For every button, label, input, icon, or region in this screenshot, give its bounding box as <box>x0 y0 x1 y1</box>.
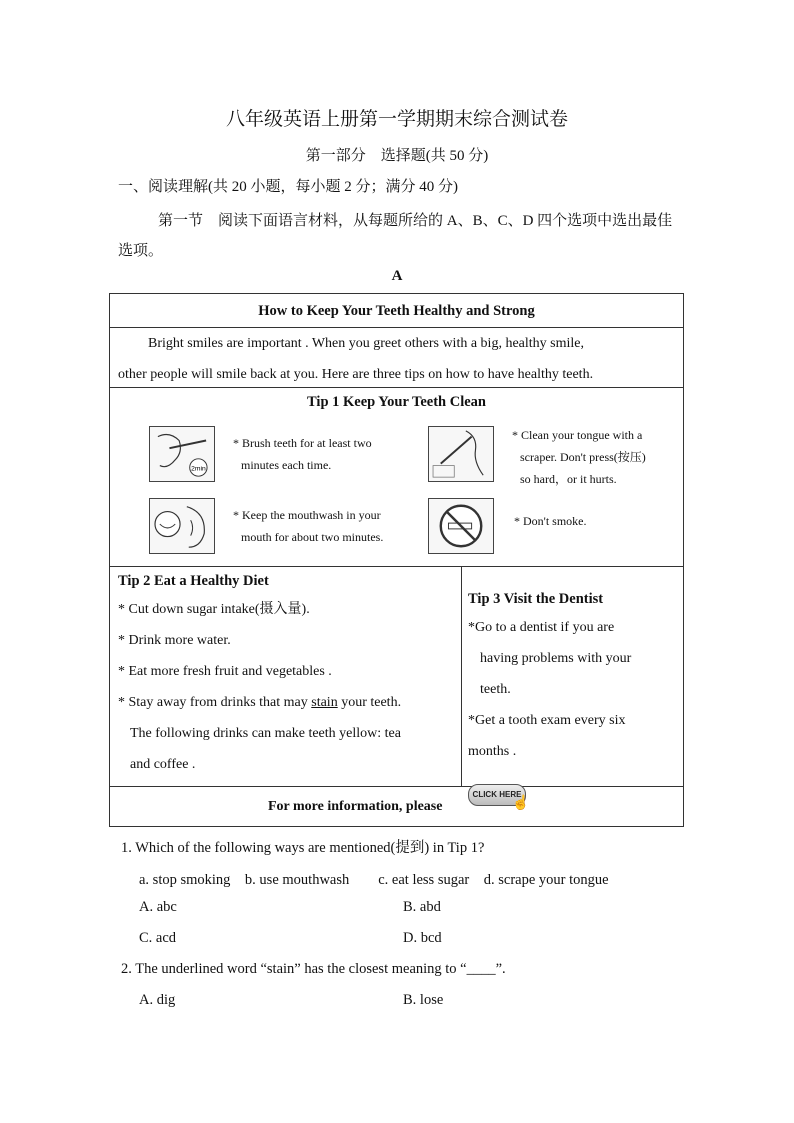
underlined-word-stain: stain <box>311 695 338 710</box>
tip2-line-text: your teeth. <box>337 695 402 710</box>
intro-line-1: Bright smiles are important . When you greet others with a big, healthy smile, <box>148 336 584 351</box>
tip1-item-brush <box>233 432 372 476</box>
tip1-item-mouthwash-line2: mouth for about two minutes. <box>241 530 384 544</box>
tip1-item-smoke: * Don't smoke. <box>514 514 587 528</box>
section-heading: 一、阅读理解(共 20 小题，每小题 2 分；满分 40 分) <box>118 179 458 195</box>
tip2-section <box>110 567 462 786</box>
page-title: 八年级英语上册第一学期期末综合测试卷 <box>225 109 568 130</box>
click-here-button[interactable]: CLICK HERE <box>468 784 526 806</box>
tip1-item-tongue-line2: scraper. Don't press(按压) <box>520 450 646 464</box>
tip1-item-mouthwash <box>233 504 383 548</box>
tip2-line-stain <box>118 687 453 718</box>
intro-paragraph <box>110 328 683 388</box>
tip3-line: *Get a tooth exam every six <box>468 713 626 728</box>
reading-passage-box <box>109 293 684 827</box>
no-smoking-icon <box>428 498 494 554</box>
tip2-line: * Drink more water. <box>118 633 231 648</box>
tip1-item-tongue <box>512 424 646 490</box>
tip1-section <box>110 388 683 567</box>
tip2-line: and coffee . <box>130 757 196 772</box>
tip1-item-mouthwash-line1: * Keep the mouthwash in your <box>233 508 381 522</box>
passage-label: A <box>391 268 403 284</box>
tip2-line: * Cut down sugar intake(摄入量). <box>118 602 310 617</box>
tip1-item-tongue-line3: so hard，or it hurts. <box>520 472 617 486</box>
question-1-stem: 1. Which of the following ways are mentioned(提到) in Tip 1? <box>121 840 485 856</box>
question-2-choice-b[interactable]: B. lose <box>403 992 444 1008</box>
question-1-choice-b[interactable]: B. abd <box>403 899 441 915</box>
tip3-line: *Go to a dentist if you are <box>468 620 615 635</box>
tip3-section <box>462 567 684 786</box>
tip1-item-brush-line2: minutes each time. <box>241 458 332 472</box>
intro-line-2: other people will smile back at you. Here are three tips on how to have healthy teeth. <box>118 367 594 382</box>
part-heading: 第一部分 选择题(共 50 分) <box>305 148 489 164</box>
tip3-line: months . <box>468 744 517 759</box>
tongue-scraper-icon <box>428 426 494 482</box>
instruction-text: 第一节 阅读下面语言材料，从每题所给的 A、B、C、D 四个选项中选出最佳选项。 <box>118 213 673 259</box>
question-1-options: a. stop smoking b. use mouthwash c. eat less sugar d. scrape your tongue <box>139 872 609 888</box>
tip1-title: Tip 1 Keep Your Teeth Clean <box>307 394 486 410</box>
tip3-line: teeth. <box>480 682 511 697</box>
tip3-title: Tip 3 Visit the Dentist <box>468 591 604 607</box>
question-1-choice-c[interactable]: C. acd <box>139 930 177 946</box>
tip2-line: The following drinks can make teeth yellow: tea <box>130 726 401 741</box>
tip3-line: having problems with your <box>480 651 632 666</box>
question-2-choice-a[interactable]: A. dig <box>139 992 176 1008</box>
box-title: How to Keep Your Teeth Healthy and Strong <box>110 294 683 328</box>
tip1-item-brush-line1: * Brush teeth for at least two <box>233 436 372 450</box>
hand-cursor-icon: ☝ <box>512 796 530 811</box>
timer-label: 2min <box>191 465 206 473</box>
box-footer <box>110 787 683 827</box>
tips-2-3-row <box>110 567 683 787</box>
question-2-stem: 2. The underlined word “stain” has the closest meaning to “____”. <box>121 961 506 977</box>
question-1-choice-a[interactable]: A. abc <box>139 899 177 915</box>
tip2-title: Tip 2 Eat a Healthy Diet <box>118 573 269 589</box>
tip2-line-text: * Stay away from drinks that may <box>118 695 312 710</box>
toothbrush-timer-icon <box>149 426 215 482</box>
tip1-item-tongue-line1: * Clean your tongue with a <box>512 428 643 442</box>
tip2-line: * Eat more fresh fruit and vegetables . <box>118 664 332 679</box>
mouthwash-icon <box>149 498 215 554</box>
footer-text: For more information, please <box>268 799 443 814</box>
question-1-choice-d[interactable]: D. bcd <box>403 930 442 946</box>
